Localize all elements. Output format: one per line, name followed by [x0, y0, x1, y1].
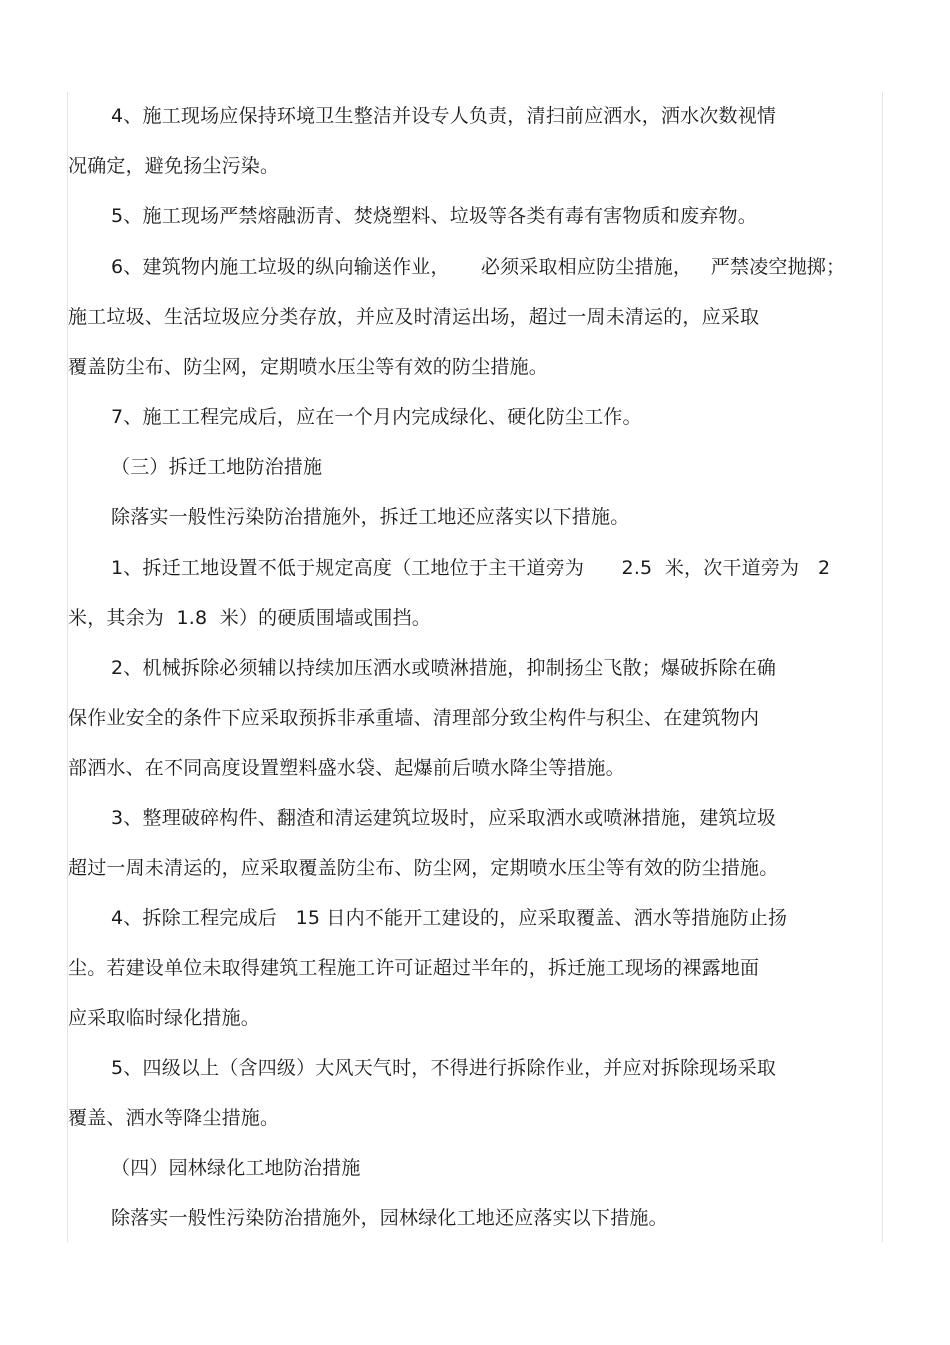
landscaping-intro: 除落实一般性污染防治措施外，园林绿化工地还应落实以下措施。	[111, 1207, 668, 1229]
paragraph-4-line-1: 4、施工现场应保持环境卫生整洁并设专人负责，清扫前应洒水，洒水次数视情	[111, 105, 777, 127]
demolition-item-3-line-1: 3、整理破碎构件、翻渣和清运建筑垃圾时，应采取洒水或喷淋措施，建筑垃圾	[111, 807, 777, 829]
paragraph-6-line-1: 6、建筑物内施工垃圾的纵向输送作业， 必须采取相应防尘措施， 严禁凌空抛掷；	[111, 256, 846, 278]
demolition-item-4-line-2: 尘。若建设单位未取得建筑工程施工许可证超过半年的，拆迁施工现场的裸露地面	[68, 957, 760, 979]
paragraph-7: 7、施工工程完成后，应在一个月内完成绿化、硬化防尘工作。	[111, 406, 642, 428]
section-heading-demolition: （三）拆迁工地防治措施	[111, 456, 323, 478]
demolition-item-2-line-1: 2、机械拆除必须辅以持续加压洒水或喷淋措施，抑制扬尘飞散；爆破拆除在确	[111, 657, 777, 679]
paragraph-6-line-2: 施工垃圾、生活垃圾应分类存放，并应及时清运出场，超过一周未清运的，应采取	[68, 306, 760, 328]
demolition-item-1-line-2: 米，其余为 1.8 米）的硬质围墙或围挡。	[68, 607, 431, 629]
right-margin-rule	[882, 92, 883, 1242]
section-heading-landscaping: （四）园林绿化工地防治措施	[111, 1157, 361, 1179]
left-margin-rule	[67, 92, 68, 1242]
demolition-item-5-line-1: 5、四级以上（含四级）大风天气时，不得进行拆除作业，并应对拆除现场采取	[111, 1057, 777, 1079]
demolition-item-4-line-1: 4、拆除工程完成后 15 日内不能开工建设的，应采取覆盖、洒水等措施防止扬	[111, 907, 788, 929]
paragraph-5: 5、施工现场严禁熔融沥青、焚烧塑料、垃圾等各类有毒有害物质和废弃物。	[111, 205, 757, 227]
demolition-item-4-line-3: 应采取临时绿化措施。	[68, 1007, 261, 1029]
demolition-item-2-line-3: 部洒水、在不同高度设置塑料盛水袋、起爆前后喷水降尘等措施。	[68, 757, 625, 779]
demolition-item-2-line-2: 保作业安全的条件下应采取预拆非承重墙、清理部分致尘构件与积尘、在建筑物内	[68, 707, 760, 729]
demolition-item-1-line-1: 1、拆迁工地设置不低于规定高度（工地位于主干道旁为 2.5 米，次干道旁为 2	[111, 557, 831, 579]
demolition-intro: 除落实一般性污染防治措施外，拆迁工地还应落实以下措施。	[111, 506, 630, 528]
paragraph-4-line-2: 况确定，避免扬尘污染。	[68, 155, 280, 177]
demolition-item-5-line-2: 覆盖、洒水等降尘措施。	[68, 1107, 280, 1129]
demolition-item-3-line-2: 超过一周未清运的，应采取覆盖防尘布、防尘网，定期喷水压尘等有效的防尘措施。	[68, 857, 779, 879]
paragraph-6-line-3: 覆盖防尘布、防尘网，定期喷水压尘等有效的防尘措施。	[68, 356, 549, 378]
